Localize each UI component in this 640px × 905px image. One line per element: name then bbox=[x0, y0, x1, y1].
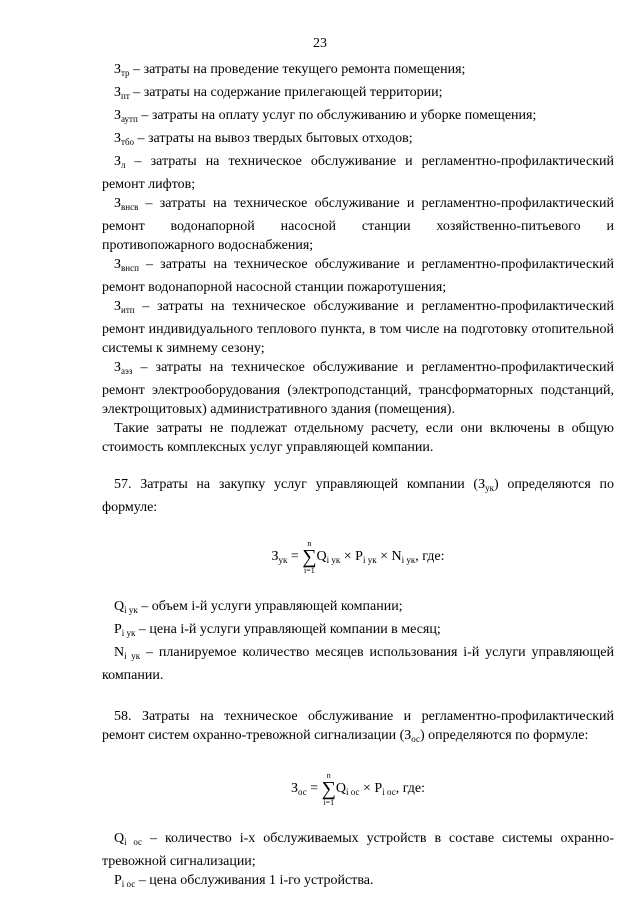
definition-text: – объем i-й услуги управляющей компании; bbox=[137, 599, 403, 614]
definition-symbol: З bbox=[114, 196, 122, 211]
definition-text: – затраты на техническое обслуживание и регламентно-профилактический ремонт водонапорной насосной станции пожаротушения; bbox=[102, 257, 614, 295]
definition-text: – цена обслуживания 1 i-го устройства. bbox=[135, 873, 374, 888]
definition-symbol-subscript: л bbox=[121, 160, 126, 170]
definition-symbol-subscript: аэз bbox=[121, 366, 133, 376]
cost-symbol: З bbox=[404, 728, 412, 743]
page-number: 23 bbox=[313, 36, 327, 51]
definition-item bbox=[102, 358, 614, 419]
definition-item bbox=[102, 620, 614, 643]
definition-symbol-subscript: i ук bbox=[124, 651, 141, 661]
definition-text: – затраты на техническое обслуживание и регламентно-профилактический ремонт электрооборудования (электроподстанций, трансформаторных подстанций, электрощитовых) административного здания (помещения). bbox=[102, 360, 614, 417]
definition-item bbox=[102, 194, 614, 255]
definition-symbol: З bbox=[114, 257, 122, 272]
definition-symbol: З bbox=[114, 360, 122, 375]
definition-symbol-subscript: внсв bbox=[121, 202, 139, 212]
definition-text: – количество i-х обслуживаемых устройств в составе системы охранно-тревожной сигнализации; bbox=[102, 831, 614, 869]
definition-text: – затраты на техническое обслуживание и регламентно-профилактический ремонт лифтов; bbox=[102, 154, 614, 192]
definition-symbol-subscript: тбо bbox=[121, 137, 135, 147]
definition-symbol-subscript: аутп bbox=[121, 114, 138, 124]
definition-text: – затраты на содержание прилегающей территории; bbox=[129, 85, 443, 100]
definition-symbol: З bbox=[114, 154, 122, 169]
definition-item bbox=[102, 597, 614, 620]
sum-operator: n ∑ i=1 bbox=[302, 539, 317, 575]
definition-item bbox=[102, 106, 614, 129]
definition-item bbox=[102, 129, 614, 152]
definition-symbol: N bbox=[114, 645, 125, 660]
definition-symbol: Q bbox=[114, 599, 125, 614]
definition-symbol: P bbox=[114, 622, 122, 637]
definition-symbol: З bbox=[114, 62, 122, 77]
section-57-intro: 57. Затраты на закупку услуг управляющей компании $(З_{ук})$ определяются по формуле: bbox=[102, 477, 615, 515]
definition-symbol: З bbox=[114, 85, 122, 100]
definition-text: – цена i-й услуги управляющей компании в месяц; bbox=[135, 622, 441, 637]
definition-item bbox=[102, 255, 614, 297]
definition-item bbox=[102, 152, 614, 194]
definition-symbol-subscript: i ук bbox=[124, 605, 138, 615]
definition-item bbox=[102, 643, 614, 685]
cost-symbol-subscript: ук bbox=[485, 483, 494, 493]
definition-text: – планируемое количество месяцев использования i-й услуги управляющей компании. bbox=[102, 645, 614, 683]
definition-item bbox=[102, 83, 614, 106]
definition-symbol-subscript: тр bbox=[121, 68, 130, 78]
cost-symbol: З bbox=[478, 477, 486, 492]
definition-item bbox=[102, 829, 614, 871]
definition-text: – затраты на вывоз твердых бытовых отходов; bbox=[134, 131, 413, 146]
definition-symbol-subscript: итп bbox=[121, 305, 135, 315]
definition-symbol: Q bbox=[114, 831, 125, 846]
definitions-list bbox=[102, 60, 614, 419]
sum-operator: n ∑ i=1 bbox=[321, 771, 336, 807]
definition-item bbox=[102, 297, 614, 358]
definition-symbol: P bbox=[114, 873, 122, 888]
definition-item bbox=[102, 60, 614, 83]
definition-symbol-subscript: i ук bbox=[121, 628, 136, 638]
definition-symbol-subscript: i ос bbox=[124, 837, 143, 847]
definition-text: – затраты на проведение текущего ремонта помещения; bbox=[129, 62, 466, 77]
section-58-intro: 58. Затраты на техническое обслуживание и регламентно-профилактический ремонт систем охранно-тревожной сигнализации $(З_{ос})$ определяются по формуле: bbox=[102, 709, 614, 744]
definition-symbol: З bbox=[114, 108, 122, 123]
definition-symbol-subscript: i ос bbox=[121, 879, 136, 889]
note-paragraph: Такие затраты не подлежат отдельному расчету, если они включены в общую стоимость комплексных услуг управляющей компании. bbox=[102, 421, 614, 455]
definition-symbol-subscript: пт bbox=[121, 91, 130, 101]
document-body bbox=[102, 60, 614, 894]
cost-symbol-subscript: ос bbox=[411, 734, 421, 744]
formula-57-definitions bbox=[102, 597, 614, 685]
definition-symbol: З bbox=[114, 131, 122, 146]
formula-58: $З_{ос}$ = n ∑ i=1 $Q_{i ос} \times P_{i ос}$, где: bbox=[291, 771, 425, 807]
definition-item bbox=[102, 871, 614, 894]
definition-symbol: З bbox=[114, 299, 122, 314]
definition-symbol-subscript: внсп bbox=[121, 263, 139, 273]
formula-58-definitions bbox=[102, 829, 614, 894]
definition-text: – затраты на техническое обслуживание и регламентно-профилактический ремонт индивидуального теплового пункта, в том числе на подготовку отопительной системы к зимнему сезону; bbox=[102, 299, 614, 356]
definition-text: – затраты на техническое обслуживание и регламентно-профилактический ремонт водонапорной насосной станции хозяйственно-питьевого и противопожарного водоснабжения; bbox=[102, 196, 614, 253]
formula-57: $З_{ук}$ = n ∑ i=1 $Q_{i ук} \times P_{i ук} \times N_{i ук}$, где: bbox=[271, 539, 445, 575]
definition-text: – затраты на оплату услуг по обслуживанию и уборке помещения; bbox=[137, 108, 537, 123]
